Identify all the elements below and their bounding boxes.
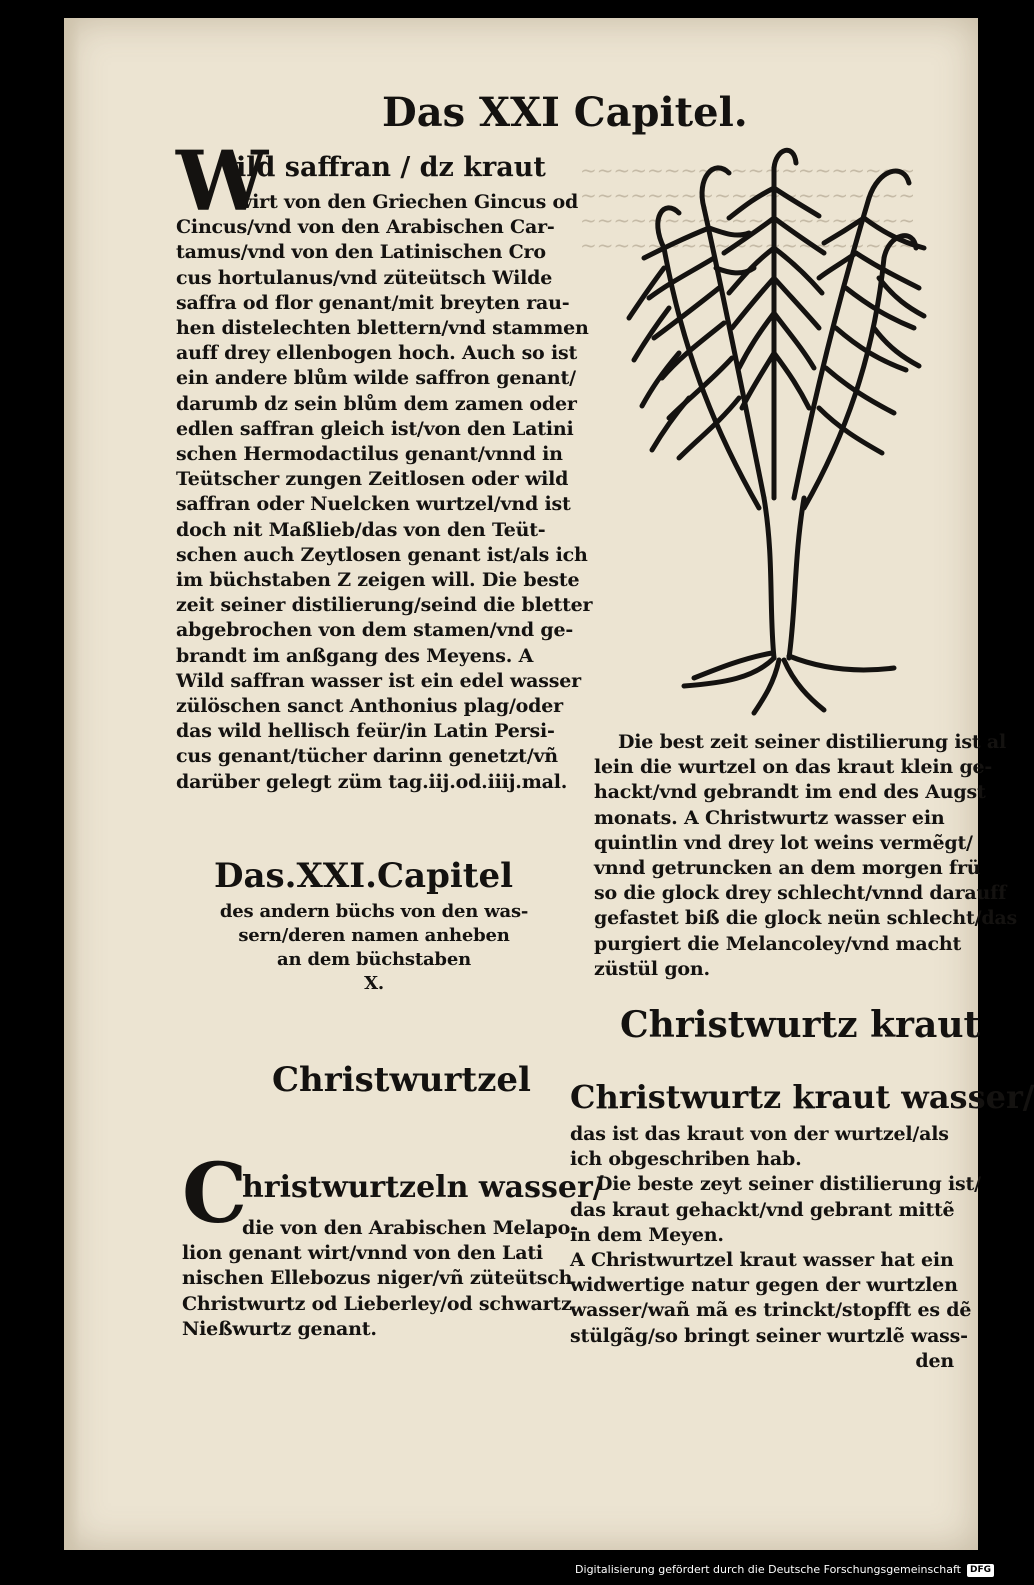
text-line: zeit seiner distilierung/seind die bletter: [176, 594, 593, 617]
text-line: darumb dz sein blům dem zamen oder: [176, 392, 577, 415]
text-line: Cincus/vnd von den Arabischen Car-: [176, 216, 555, 239]
text-line: lion genant wirt/vnnd von den Lati: [182, 1242, 543, 1265]
text-line: Die best zeit seiner distilierung ist al: [618, 731, 1006, 753]
dropcap-w: W: [176, 134, 269, 230]
bleed-through: ~~~~~~~~~~~~~~~~~~~~ ~~~~~~~~~~~~~~~~~~~~ ~~~~~~~~~~~~~~~~~~~~ ~~~~~~~~~~~~~~~~~~~~: [580, 158, 916, 257]
text-line: abgebrochen von dem stamen/vnd ge-: [176, 619, 574, 642]
text-line: des andern büchs von den was-: [219, 901, 529, 922]
text-line: in dem Meyen.: [570, 1223, 724, 1246]
chapter-subheading: [214, 900, 534, 996]
text-line: cus hortulanus/vnd züteütsch Wilde: [176, 266, 553, 289]
text-line: das ist das kraut von der wurtzel/als: [570, 1123, 949, 1145]
text-line: gefastet biß die glock neün schlecht/das: [594, 907, 1018, 930]
text-line: hen distelechten blettern/vnd stammen: [176, 317, 589, 340]
text-line: wirt von den Griechen Gincus od: [236, 191, 579, 213]
left-paragraph: [176, 190, 593, 795]
dropcap-c: C: [182, 1146, 248, 1242]
subhead-kraut-wasser: Christwurtz kraut wasser/: [570, 1078, 1034, 1116]
text-line: cus genant/tücher darinn genetzt/vñ: [176, 745, 558, 768]
section-first-line: hristwurtzeln wasser/: [242, 1170, 604, 1205]
plant-woodcut-icon: [624, 138, 934, 718]
text-line: nischen Ellebozus niger/vñ züteütsch: [182, 1267, 573, 1290]
text-line: auff drey ellenbogen hoch. Auch so ist: [176, 342, 578, 365]
running-title: Das XXI Capitel.: [382, 89, 748, 136]
text-line: edlen saffran gleich ist/von den Latini: [176, 417, 574, 440]
text-line: Die beste zeyt seiner distilierung ist/: [596, 1173, 981, 1196]
left-first-line: ild saffran / dz kraut: [236, 152, 546, 183]
text-line: hackt/vnd gebrandt im end des Augst: [594, 781, 986, 804]
text-line: quintlin vnd drey lot weins vermẽgt/: [594, 831, 973, 854]
right-sub-paragraph: [570, 1122, 981, 1374]
dfg-logo-icon: DFG: [967, 1564, 994, 1577]
text-line: widwertige natur gegen der wurtzlen: [570, 1274, 958, 1297]
section-title-christwurtz-kraut: Christwurtz kraut: [620, 1004, 981, 1046]
text-line: an dem büchstaben: [277, 949, 471, 970]
text-line: Teütscher zungen Zeitlosen oder wild: [176, 468, 569, 491]
right-paragraph: [594, 730, 1018, 982]
text-line: den: [915, 1349, 954, 1372]
text-line: schen Hermodactilus genant/vnnd in: [176, 443, 563, 466]
text-line: brandt im anßgang des Meyens. A: [176, 644, 534, 667]
text-line: zülöschen sanct Anthonius plag/oder: [176, 695, 563, 718]
text-line: stülgãg/so bringt seiner wurtzlẽ wass-: [570, 1324, 968, 1347]
text-line: darüber gelegt züm tag.iij.od.iiij.mal.: [176, 770, 568, 793]
text-line: saffra od flor genant/mit breyten rau-: [176, 291, 570, 314]
text-line: Wild saffran wasser ist ein edel wasser: [176, 669, 581, 692]
text-line: ich obgeschriben hab.: [570, 1148, 802, 1171]
chapter-heading: Das.XXI.Capitel: [214, 856, 514, 896]
book-page: [64, 18, 1034, 1550]
text-line: X.: [364, 973, 384, 994]
text-line: sern/deren namen anheben: [238, 925, 510, 946]
digitization-credit: [575, 1560, 994, 1580]
text-line: Christwurtz od Lieberley/od schwartz: [182, 1292, 572, 1315]
text-line: lein die wurtzel on das kraut klein ge-: [594, 756, 993, 779]
section-title-christwurtzel: Christwurtzel: [272, 1060, 531, 1100]
section-paragraph: [182, 1216, 578, 1342]
text-line: die von den Arabischen Melapo-: [242, 1217, 578, 1239]
text-line: vnnd getruncken an dem morgen frü: [594, 857, 981, 880]
text-line: monats. A Christwurtz wasser ein: [594, 806, 945, 829]
text-line: purgiert die Melancoley/vnd macht: [594, 932, 962, 955]
footer-text: Digitalisierung gefördert durch die Deutsche Forschungsgemeinschaft: [575, 1563, 961, 1576]
text-line: das kraut gehackt/vnd gebrant mittẽ: [570, 1198, 955, 1221]
text-line: züstül gon.: [594, 957, 710, 980]
page-gutter-shadow: [64, 18, 80, 1550]
text-line: wasser/wañ mã es trinckt/stopfft es dẽ: [570, 1299, 972, 1322]
text-line: doch nit Maßlieb/das von den Teüt-: [176, 518, 546, 541]
text-line: tamus/vnd von den Latinischen Cro: [176, 241, 546, 264]
text-line: Nießwurtz genant.: [182, 1317, 377, 1340]
text-line: ein andere blům wilde saffron genant/: [176, 367, 576, 390]
text-line: saffran oder Nuelcken wurtzel/vnd ist: [176, 493, 571, 516]
text-line: schen auch Zeytlosen genant ist/als ich: [176, 543, 588, 566]
text-line: im büchstaben Z zeigen will. Die beste: [176, 569, 580, 592]
text-line: A Christwurtzel kraut wasser hat ein: [570, 1249, 954, 1272]
text-line: das wild hellisch feür/in Latin Persi-: [176, 720, 555, 743]
text-line: so die glock drey schlecht/vnnd darauff: [594, 882, 1007, 905]
